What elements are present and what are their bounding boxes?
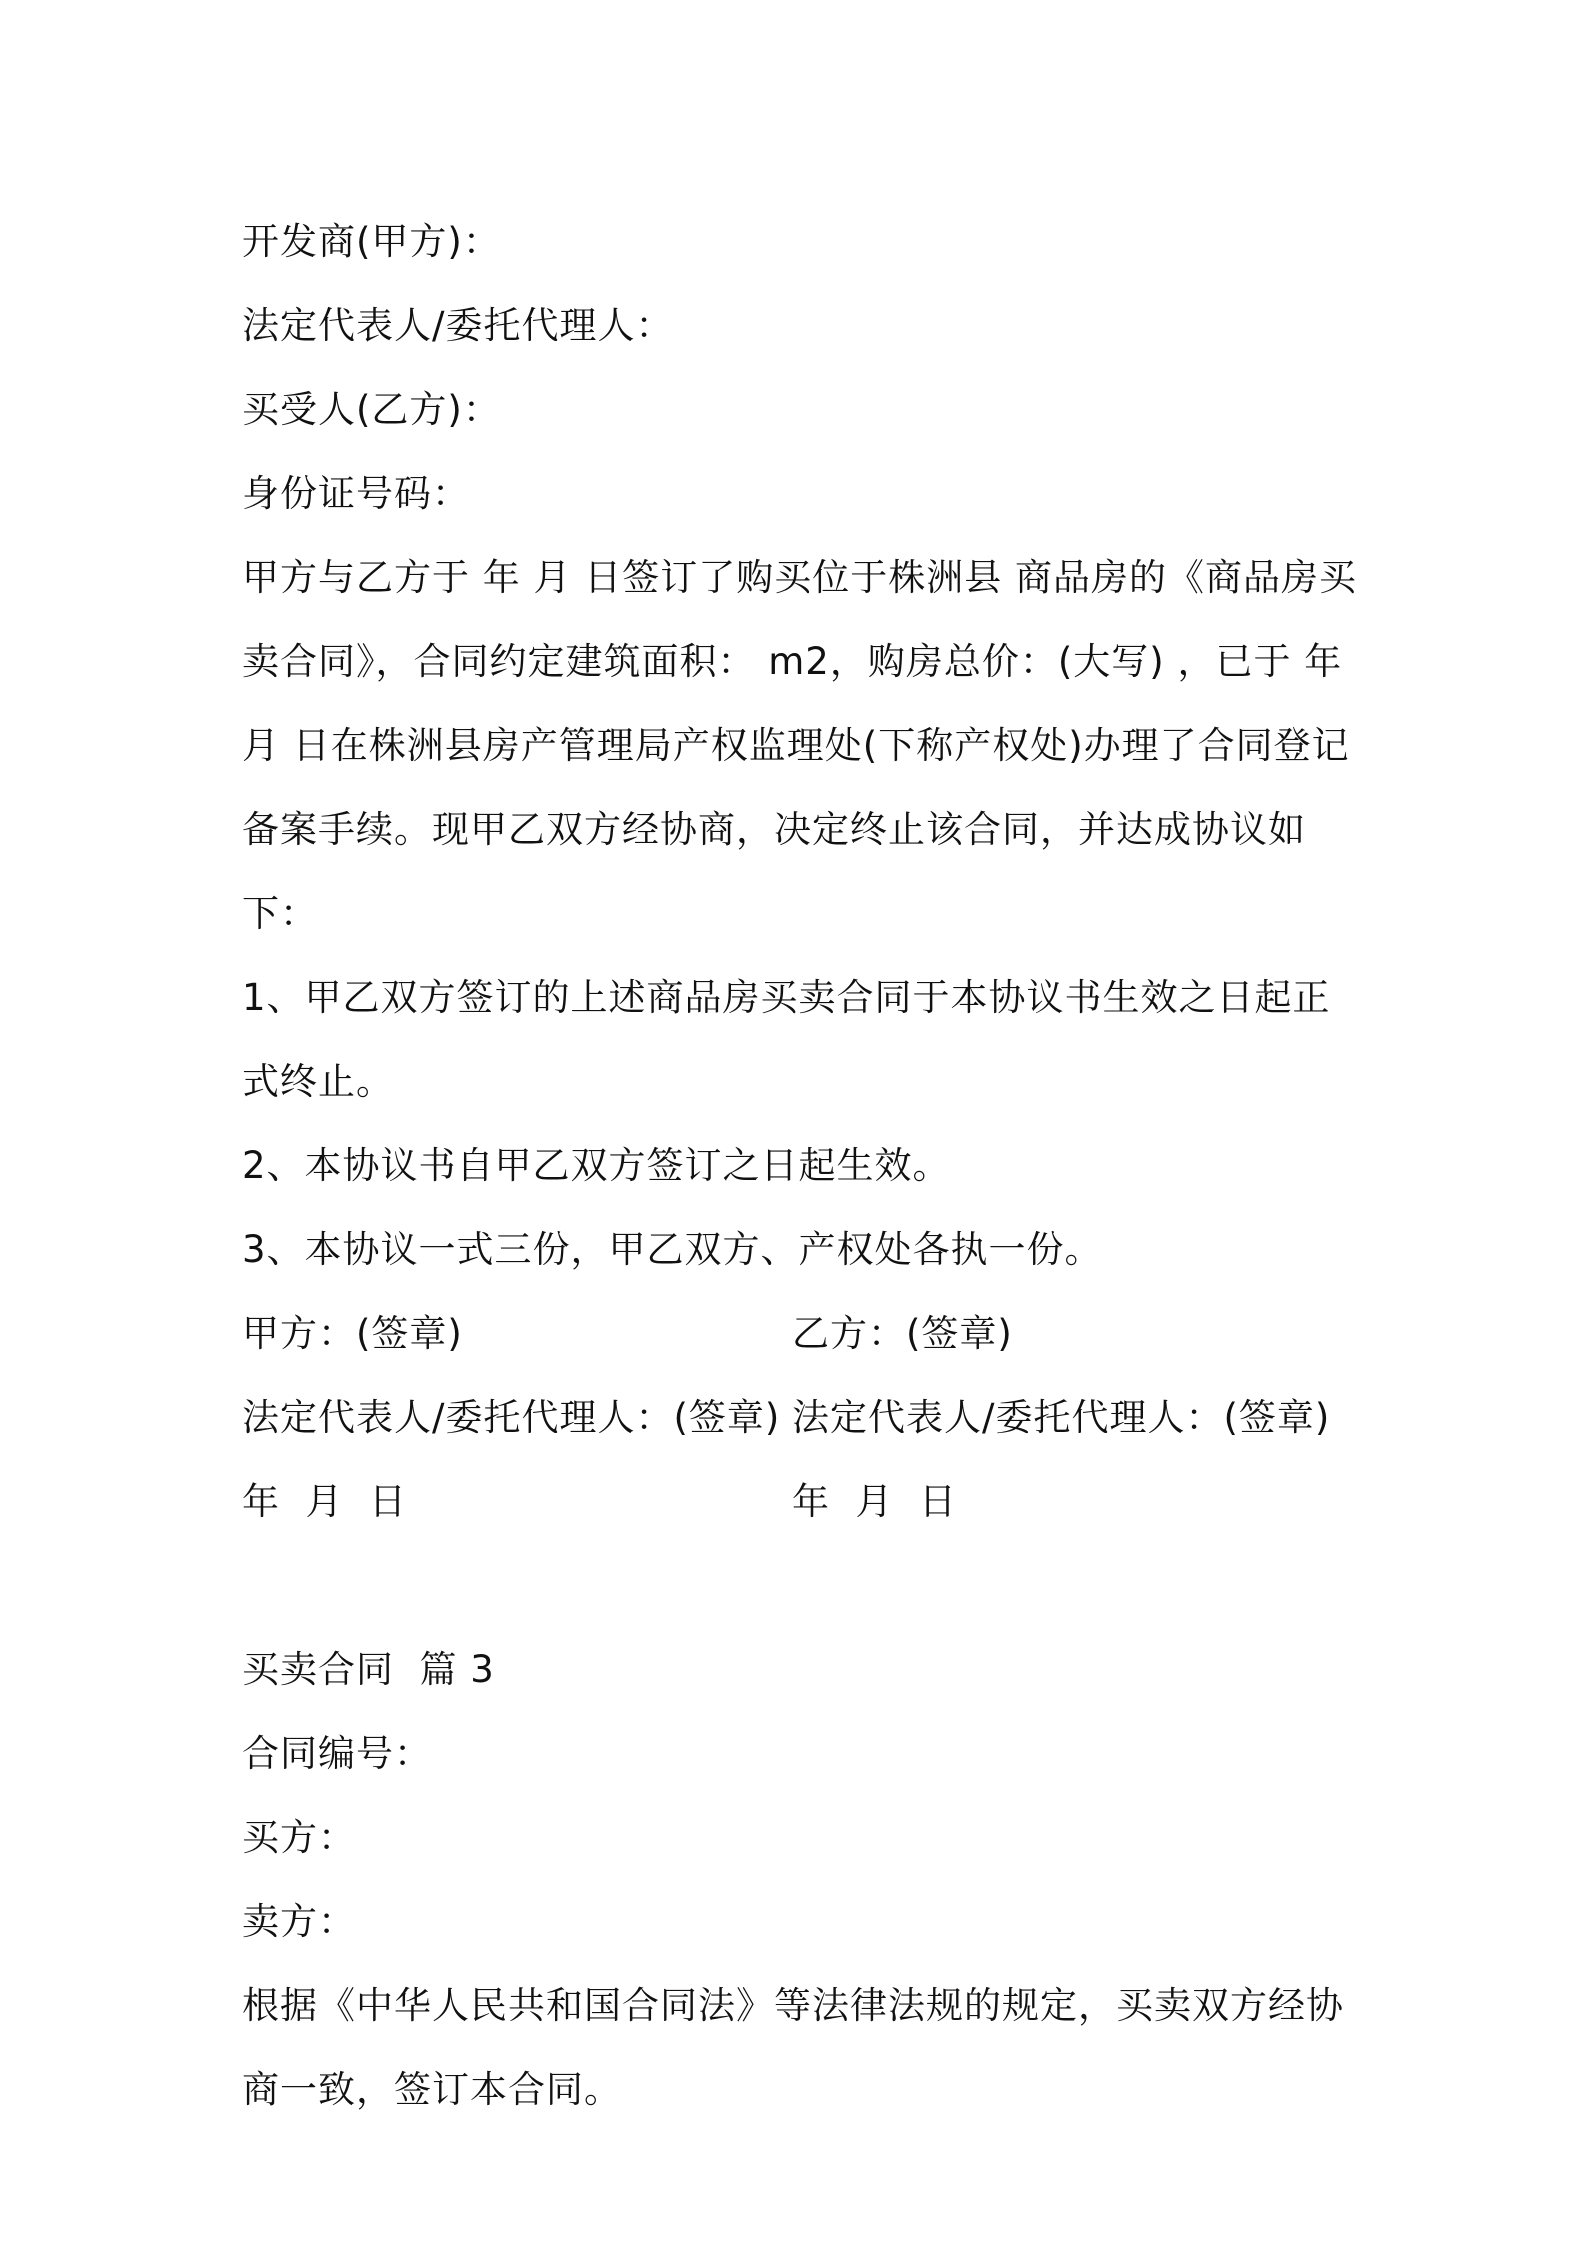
date-b: 年 月 日 bbox=[792, 1480, 958, 1523]
section-spacer bbox=[242, 1544, 1362, 1628]
section-title: 买卖合同 篇 3 bbox=[242, 1648, 495, 1691]
party-a-signature: 甲方：(签章) bbox=[242, 1312, 463, 1355]
buyer-line: 买受人(乙方)： bbox=[242, 388, 501, 431]
agreement-intro-paragraph: 甲方与乙方于 年 月 日签订了购买位于株洲县 商品房的《商品房买卖合同》，合同约定建筑面积： m2，购房总价：(大写) ，已于 年 月 日在株洲县房产管理局产权监理处(下称产权处)办理了合同登记备案手续。现甲乙双方经协商，决定终止该合同，并达成协议如下： bbox=[242, 556, 1358, 935]
rep-a-signature: 法定代表人/委托代理人：(签章) bbox=[242, 1396, 781, 1439]
party-signature-row bbox=[242, 1292, 1362, 1376]
clause-3-line: 3、本协议一式三份，甲乙双方、产权处各执一份。 bbox=[242, 1228, 1103, 1271]
representative-signature-row bbox=[242, 1376, 1362, 1460]
id-number-line: 身份证号码： bbox=[242, 472, 470, 515]
document-body bbox=[242, 200, 1362, 2132]
contract-seller-line: 卖方： bbox=[242, 1900, 356, 1943]
date-signature-row bbox=[242, 1460, 1362, 1544]
developer-line: 开发商(甲方)： bbox=[242, 220, 501, 263]
representative-line: 法定代表人/委托代理人： bbox=[242, 304, 674, 347]
contract-number-line: 合同编号： bbox=[242, 1732, 432, 1775]
clause-2-line: 2、本协议书自甲乙双方签订之日起生效。 bbox=[242, 1144, 951, 1187]
contract-basis-paragraph: 根据《中华人民共和国合同法》等法律法规的规定，买卖双方经协商一致，签订本合同。 bbox=[242, 1984, 1344, 2111]
party-b-signature: 乙方：(签章) bbox=[792, 1312, 1013, 1355]
rep-b-signature: 法定代表人/委托代理人：(签章) bbox=[792, 1396, 1331, 1439]
contract-buyer-line: 买方： bbox=[242, 1816, 356, 1859]
date-a: 年 月 日 bbox=[242, 1480, 408, 1523]
clause-1-paragraph: 1、甲乙双方签订的上述商品房买卖合同于本协议书生效之日起正式终止。 bbox=[242, 976, 1331, 1103]
